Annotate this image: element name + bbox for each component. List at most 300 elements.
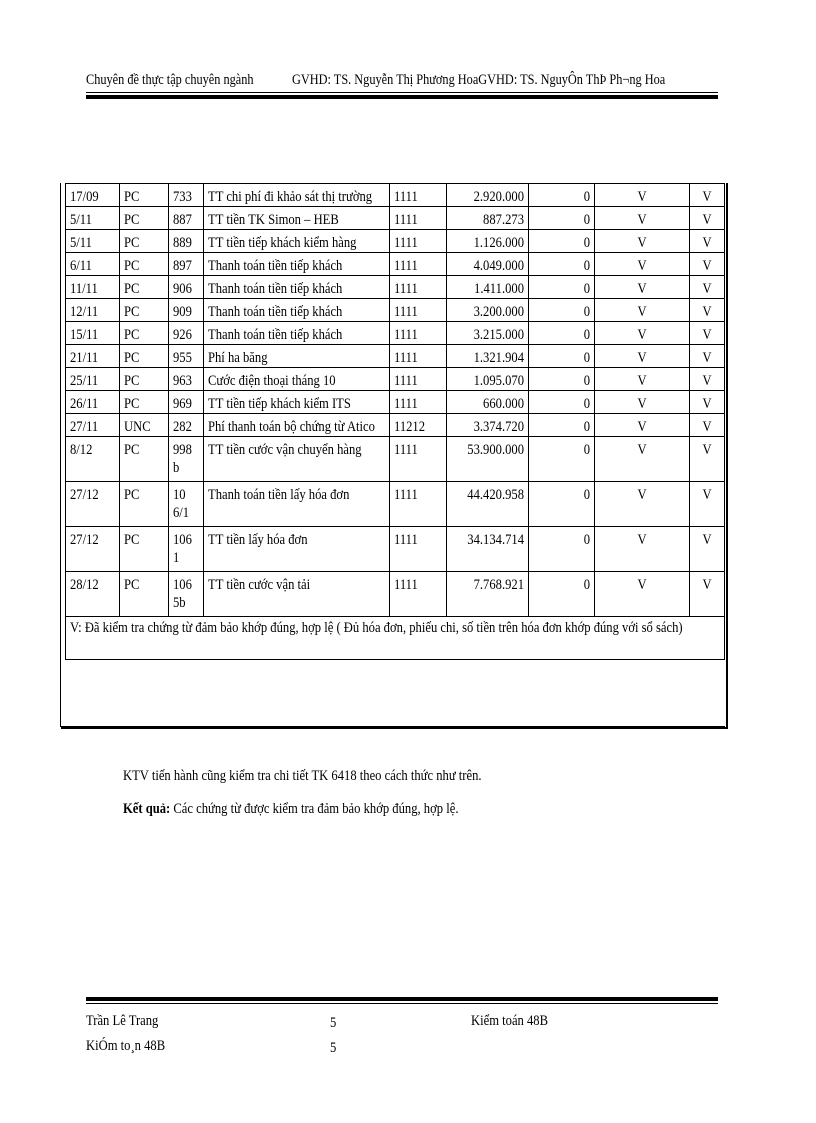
cell-type-text: PC xyxy=(124,442,140,458)
cell-type-text: PC xyxy=(124,235,140,251)
cell-check-2-text: V xyxy=(702,258,712,274)
cell-account-text: 1111 xyxy=(394,327,418,343)
cell-amount xyxy=(447,207,529,230)
header-rule-thin xyxy=(86,92,718,93)
cell-voucher-no-text: 998b xyxy=(173,442,192,476)
table-body xyxy=(66,184,725,660)
cell-voucher-no-text: 733 xyxy=(173,189,192,205)
cell-check-2-text: V xyxy=(702,487,712,503)
cell-amount xyxy=(447,368,529,391)
cell-account xyxy=(390,527,447,572)
cell-difference-text: 0 xyxy=(583,532,590,548)
cell-voucher-no xyxy=(169,184,204,207)
cell-amount-text: 3.374.720 xyxy=(473,419,524,435)
cell-account-text: 11212 xyxy=(394,419,426,435)
cell-difference-text: 0 xyxy=(583,327,590,343)
cell-check-1 xyxy=(595,276,690,299)
table-row xyxy=(66,368,725,391)
cell-account xyxy=(390,322,447,345)
table-row xyxy=(66,253,725,276)
cell-check-1-text: V xyxy=(637,419,647,435)
cell-type xyxy=(120,572,169,617)
cell-check-2-text: V xyxy=(702,327,712,343)
cell-difference-text: 0 xyxy=(583,235,590,251)
cell-check-2-text: V xyxy=(702,350,712,366)
cell-account xyxy=(390,437,447,482)
cell-date xyxy=(66,527,120,572)
page-header xyxy=(86,70,718,100)
cell-description-text: TT tiền lấy hóa đơn xyxy=(208,532,308,548)
result-text: Các chứng từ được kiểm tra đảm bảo khớp đúng, hợp lệ. xyxy=(170,801,459,817)
cell-amount-text: 44.420.958 xyxy=(467,487,524,503)
cell-check-2-text: V xyxy=(702,304,712,320)
table-row xyxy=(66,299,725,322)
cell-difference xyxy=(529,527,595,572)
cell-check-1 xyxy=(595,391,690,414)
cell-date xyxy=(66,253,120,276)
cell-amount xyxy=(447,414,529,437)
cell-check-2-text: V xyxy=(702,281,712,297)
cell-amount xyxy=(447,230,529,253)
cell-amount-text: 887.273 xyxy=(483,212,524,228)
cell-description-text: Thanh toán tiền tiếp khách xyxy=(208,281,343,297)
footer-rule-thick xyxy=(86,997,718,1001)
cell-voucher-no-text: 282 xyxy=(173,419,192,435)
cell-check-1-text: V xyxy=(637,577,647,593)
cell-difference xyxy=(529,437,595,482)
cell-check-1-text: V xyxy=(637,442,647,458)
cell-description-text: Thanh toán tiền tiếp khách xyxy=(208,304,343,320)
cell-amount-text: 53.900.000 xyxy=(467,442,524,458)
cell-description xyxy=(204,414,390,437)
table-row xyxy=(66,572,725,617)
cell-date-text: 28/12 xyxy=(70,577,99,593)
table-row xyxy=(66,345,725,368)
cell-check-1-text: V xyxy=(637,304,647,320)
cell-voucher-no-text: 887 xyxy=(173,212,192,228)
cell-description xyxy=(204,207,390,230)
cell-difference-text: 0 xyxy=(583,304,590,320)
cell-account xyxy=(390,414,447,437)
cell-description-text: TT tiền cước vận tải xyxy=(208,577,311,593)
cell-amount xyxy=(447,276,529,299)
cell-account xyxy=(390,345,447,368)
cell-type-text: PC xyxy=(124,327,140,343)
cell-description xyxy=(204,322,390,345)
cell-date-text: 21/11 xyxy=(70,350,99,366)
cell-check-2 xyxy=(690,527,725,572)
cell-difference xyxy=(529,414,595,437)
cell-account xyxy=(390,482,447,527)
cell-type-text: PC xyxy=(124,577,140,593)
cell-description-text: TT tiền TK Simon – HEB xyxy=(208,212,339,228)
frame-shadow-bottom xyxy=(61,727,728,729)
cell-type-text: PC xyxy=(124,350,140,366)
cell-description xyxy=(204,368,390,391)
cell-difference xyxy=(529,572,595,617)
cell-type xyxy=(120,482,169,527)
cell-amount-text: 660.000 xyxy=(483,396,524,412)
cell-difference xyxy=(529,322,595,345)
cell-difference xyxy=(529,276,595,299)
cell-type xyxy=(120,276,169,299)
table-row xyxy=(66,322,725,345)
table-row xyxy=(66,527,725,572)
cell-amount-text: 1.411.000 xyxy=(474,281,524,297)
cell-date xyxy=(66,299,120,322)
cell-difference-text: 0 xyxy=(583,577,590,593)
cell-check-1-text: V xyxy=(637,327,647,343)
cell-check-1 xyxy=(595,207,690,230)
cell-description-text: TT tiền cước vận chuyển hàng xyxy=(208,442,362,458)
cell-difference xyxy=(529,368,595,391)
cell-type-text: PC xyxy=(124,258,140,274)
cell-date-text: 27/11 xyxy=(70,419,99,435)
cell-voucher-no-text: 1061 xyxy=(173,532,192,566)
cell-account xyxy=(390,253,447,276)
table-row xyxy=(66,482,725,527)
cell-voucher-no xyxy=(169,207,204,230)
cell-date-text: 12/11 xyxy=(70,304,99,320)
cell-voucher-no-text: 909 xyxy=(173,304,192,320)
cell-check-1 xyxy=(595,572,690,617)
cell-description xyxy=(204,253,390,276)
cell-amount xyxy=(447,437,529,482)
cell-date-text: 5/11 xyxy=(70,212,92,228)
cell-check-2 xyxy=(690,276,725,299)
cell-check-2 xyxy=(690,345,725,368)
cell-type xyxy=(120,230,169,253)
cell-check-2 xyxy=(690,322,725,345)
cell-date xyxy=(66,276,120,299)
cell-voucher-no-text: 955 xyxy=(173,350,192,366)
cell-amount-text: 3.215.000 xyxy=(473,327,524,343)
cell-amount-text: 1.321.904 xyxy=(473,350,524,366)
cell-check-1-text: V xyxy=(637,350,647,366)
footer-author: Trần Lê Trang xyxy=(86,1013,159,1029)
cell-voucher-no xyxy=(169,414,204,437)
cell-type xyxy=(120,322,169,345)
cell-account-text: 1111 xyxy=(394,442,418,458)
cell-date-text: 27/12 xyxy=(70,487,99,503)
cell-description xyxy=(204,437,390,482)
cell-account-text: 1111 xyxy=(394,281,418,297)
cell-check-1 xyxy=(595,253,690,276)
cell-account-text: 1111 xyxy=(394,396,418,412)
cell-amount-text: 2.920.000 xyxy=(473,189,524,205)
cell-amount-text: 1.095.070 xyxy=(473,373,524,389)
cell-date-text: 15/11 xyxy=(70,327,99,343)
table-row xyxy=(66,207,725,230)
cell-account xyxy=(390,299,447,322)
cell-date-text: 8/12 xyxy=(70,442,93,458)
cell-voucher-no xyxy=(169,527,204,572)
cell-account-text: 1111 xyxy=(394,258,418,274)
cell-type xyxy=(120,437,169,482)
cell-account-text: 1111 xyxy=(394,577,418,593)
footer-page-number-alt: 5 xyxy=(330,1040,337,1056)
cell-date xyxy=(66,572,120,617)
cell-check-1-text: V xyxy=(637,487,647,503)
cell-account-text: 1111 xyxy=(394,212,418,228)
cell-check-1 xyxy=(595,482,690,527)
cell-type xyxy=(120,345,169,368)
table-note-text: V: Đã kiểm tra chứng từ đảm bảo khớp đúng, hợp lệ ( Đủ hóa đơn, phiếu chi, số tiền trên hóa đơn khớp đúng với sổ sách) xyxy=(70,620,683,636)
cell-voucher-no-text: 926 xyxy=(173,327,192,343)
cell-voucher-no xyxy=(169,345,204,368)
cell-account-text: 1111 xyxy=(394,304,418,320)
cell-difference xyxy=(529,482,595,527)
cell-check-2 xyxy=(690,253,725,276)
cell-type-text: PC xyxy=(124,281,140,297)
cell-description-text: TT tiền tiếp khách kiểm ITS xyxy=(208,396,351,412)
cell-amount-text: 7.768.921 xyxy=(473,577,524,593)
table-note-row xyxy=(66,617,725,660)
cell-voucher-no xyxy=(169,572,204,617)
cell-amount xyxy=(447,322,529,345)
cell-voucher-no-text: 897 xyxy=(173,258,192,274)
cell-type-text: PC xyxy=(124,396,140,412)
cell-difference xyxy=(529,391,595,414)
cell-date xyxy=(66,184,120,207)
cell-difference-text: 0 xyxy=(583,487,590,503)
cell-type xyxy=(120,184,169,207)
cell-amount xyxy=(447,391,529,414)
cell-date xyxy=(66,437,120,482)
cell-voucher-no-text: 1065b xyxy=(173,577,192,611)
cell-type-text: PC xyxy=(124,487,140,503)
cell-type-text: PC xyxy=(124,373,140,389)
cell-description-text: Phí ha băng xyxy=(208,350,268,366)
cell-account xyxy=(390,230,447,253)
cell-voucher-no xyxy=(169,299,204,322)
cell-description xyxy=(204,572,390,617)
cell-date-text: 17/09 xyxy=(70,189,99,205)
cell-description xyxy=(204,345,390,368)
cell-difference xyxy=(529,184,595,207)
table-row xyxy=(66,184,725,207)
cell-voucher-no-text: 106/1 xyxy=(173,487,190,521)
cell-check-2 xyxy=(690,482,725,527)
cell-amount-text: 1.126.000 xyxy=(473,235,524,251)
cell-check-2 xyxy=(690,414,725,437)
cell-description xyxy=(204,230,390,253)
paragraph-detail-check: KTV tiến hành cũng kiểm tra chi tiết TK 6418 theo cách thức như trên. xyxy=(123,768,482,784)
cell-voucher-no-text: 963 xyxy=(173,373,192,389)
cell-date xyxy=(66,322,120,345)
cell-date-text: 26/11 xyxy=(70,396,99,412)
cell-difference xyxy=(529,299,595,322)
cell-difference-text: 0 xyxy=(583,212,590,228)
cell-check-1 xyxy=(595,527,690,572)
cell-description xyxy=(204,482,390,527)
cell-date-text: 25/11 xyxy=(70,373,99,389)
cell-difference-text: 0 xyxy=(583,189,590,205)
cell-date xyxy=(66,414,120,437)
cell-check-2 xyxy=(690,391,725,414)
cell-check-2 xyxy=(690,299,725,322)
cell-account-text: 1111 xyxy=(394,487,418,503)
table-row xyxy=(66,230,725,253)
cell-check-1-text: V xyxy=(637,532,647,548)
cell-check-2 xyxy=(690,184,725,207)
cell-difference-text: 0 xyxy=(583,373,590,389)
cell-check-1-text: V xyxy=(637,235,647,251)
cell-voucher-no xyxy=(169,368,204,391)
cell-account xyxy=(390,207,447,230)
cell-check-2 xyxy=(690,437,725,482)
table-row xyxy=(66,276,725,299)
cell-amount xyxy=(447,527,529,572)
cell-check-1-text: V xyxy=(637,281,647,297)
cell-type xyxy=(120,527,169,572)
cell-difference-text: 0 xyxy=(583,258,590,274)
cell-check-1 xyxy=(595,322,690,345)
cell-check-1-text: V xyxy=(637,396,647,412)
cell-date xyxy=(66,482,120,527)
cell-check-2-text: V xyxy=(702,532,712,548)
cell-amount xyxy=(447,299,529,322)
cell-account xyxy=(390,184,447,207)
voucher-table xyxy=(65,183,725,660)
cell-description-text: Phí thanh toán bộ chứng từ Atico xyxy=(208,419,375,435)
cell-description-text: TT chi phí đi khảo sát thị trường xyxy=(208,189,373,205)
cell-date xyxy=(66,368,120,391)
cell-description xyxy=(204,299,390,322)
result-label: Kết quả: xyxy=(123,801,171,817)
cell-difference-text: 0 xyxy=(583,396,590,412)
cell-check-2-text: V xyxy=(702,189,712,205)
cell-amount xyxy=(447,482,529,527)
cell-difference xyxy=(529,207,595,230)
cell-date xyxy=(66,345,120,368)
cell-description-text: Cước điện thoại tháng 10 xyxy=(208,373,336,389)
cell-type xyxy=(120,253,169,276)
cell-check-1 xyxy=(595,437,690,482)
cell-account xyxy=(390,391,447,414)
cell-voucher-no-text: 906 xyxy=(173,281,192,297)
cell-check-1-text: V xyxy=(637,189,647,205)
cell-difference-text: 0 xyxy=(583,419,590,435)
cell-description xyxy=(204,527,390,572)
cell-amount-text: 4.049.000 xyxy=(473,258,524,274)
table-note xyxy=(66,617,725,660)
cell-amount-text: 34.134.714 xyxy=(467,532,524,548)
cell-voucher-no-text: 889 xyxy=(173,235,192,251)
cell-type-text: PC xyxy=(124,212,140,228)
cell-description-text: Thanh toán tiền tiếp khách xyxy=(208,327,343,343)
cell-date-text: 11/11 xyxy=(70,281,98,297)
table-row xyxy=(66,391,725,414)
cell-voucher-no xyxy=(169,437,204,482)
cell-check-1 xyxy=(595,230,690,253)
cell-amount xyxy=(447,253,529,276)
cell-check-1-text: V xyxy=(637,373,647,389)
cell-difference xyxy=(529,230,595,253)
cell-date xyxy=(66,391,120,414)
cell-description-text: TT tiền tiếp khách kiểm hàng xyxy=(208,235,357,251)
table-row xyxy=(66,437,725,482)
cell-check-2 xyxy=(690,230,725,253)
cell-check-1 xyxy=(595,184,690,207)
cell-difference-text: 0 xyxy=(583,281,590,297)
cell-difference-text: 0 xyxy=(583,442,590,458)
cell-account-text: 1111 xyxy=(394,235,418,251)
cell-check-1 xyxy=(595,368,690,391)
footer-rule-thin xyxy=(86,1003,718,1004)
cell-type xyxy=(120,299,169,322)
cell-check-2-text: V xyxy=(702,442,712,458)
cell-date xyxy=(66,207,120,230)
cell-check-1-text: V xyxy=(637,212,647,228)
cell-date xyxy=(66,230,120,253)
cell-type xyxy=(120,207,169,230)
cell-type-text: UNC xyxy=(124,419,151,435)
cell-date-text: 5/11 xyxy=(70,235,92,251)
cell-account-text: 1111 xyxy=(394,532,418,548)
cell-check-2 xyxy=(690,207,725,230)
cell-description xyxy=(204,391,390,414)
cell-check-1 xyxy=(595,299,690,322)
cell-check-1 xyxy=(595,345,690,368)
cell-check-2-text: V xyxy=(702,212,712,228)
header-title-left: Chuyên đề thực tập chuyên ngành xyxy=(86,72,254,88)
cell-account xyxy=(390,572,447,617)
cell-account-text: 1111 xyxy=(394,373,418,389)
cell-check-2-text: V xyxy=(702,235,712,251)
cell-description xyxy=(204,276,390,299)
cell-account xyxy=(390,368,447,391)
frame-shadow-right xyxy=(726,183,728,729)
cell-date-text: 6/11 xyxy=(70,258,92,274)
cell-check-1 xyxy=(595,414,690,437)
cell-voucher-no xyxy=(169,482,204,527)
cell-type-text: PC xyxy=(124,532,140,548)
cell-voucher-no xyxy=(169,322,204,345)
cell-description-text: Thanh toán tiền lấy hóa đơn xyxy=(208,487,350,503)
cell-difference xyxy=(529,345,595,368)
paragraph-result xyxy=(123,801,458,818)
cell-check-2-text: V xyxy=(702,373,712,389)
cell-amount xyxy=(447,345,529,368)
cell-type xyxy=(120,414,169,437)
cell-voucher-no xyxy=(169,230,204,253)
table-row xyxy=(66,414,725,437)
cell-account xyxy=(390,276,447,299)
cell-description xyxy=(204,184,390,207)
cell-check-2 xyxy=(690,572,725,617)
cell-voucher-no-text: 969 xyxy=(173,396,192,412)
cell-account-text: 1111 xyxy=(394,189,418,205)
cell-difference xyxy=(529,253,595,276)
cell-difference-text: 0 xyxy=(583,350,590,366)
footer-class-alt: KiÓm to¸n 48B xyxy=(86,1038,166,1054)
footer-class: Kiểm toán 48B xyxy=(471,1013,548,1029)
cell-check-2-text: V xyxy=(702,419,712,435)
cell-type-text: PC xyxy=(124,304,140,320)
header-rule-thick xyxy=(86,95,718,99)
footer-page-number: 5 xyxy=(330,1015,337,1031)
cell-check-2-text: V xyxy=(702,396,712,412)
cell-type xyxy=(120,391,169,414)
cell-account-text: 1111 xyxy=(394,350,418,366)
cell-voucher-no xyxy=(169,391,204,414)
cell-amount xyxy=(447,572,529,617)
header-title-right: GVHD: TS. Nguyễn Thị Phương HoaGVHD: TS. NguyÔn ThÞ Ph¬ng Hoa xyxy=(292,72,666,88)
cell-check-2-text: V xyxy=(702,577,712,593)
cell-type xyxy=(120,368,169,391)
cell-amount-text: 3.200.000 xyxy=(473,304,524,320)
